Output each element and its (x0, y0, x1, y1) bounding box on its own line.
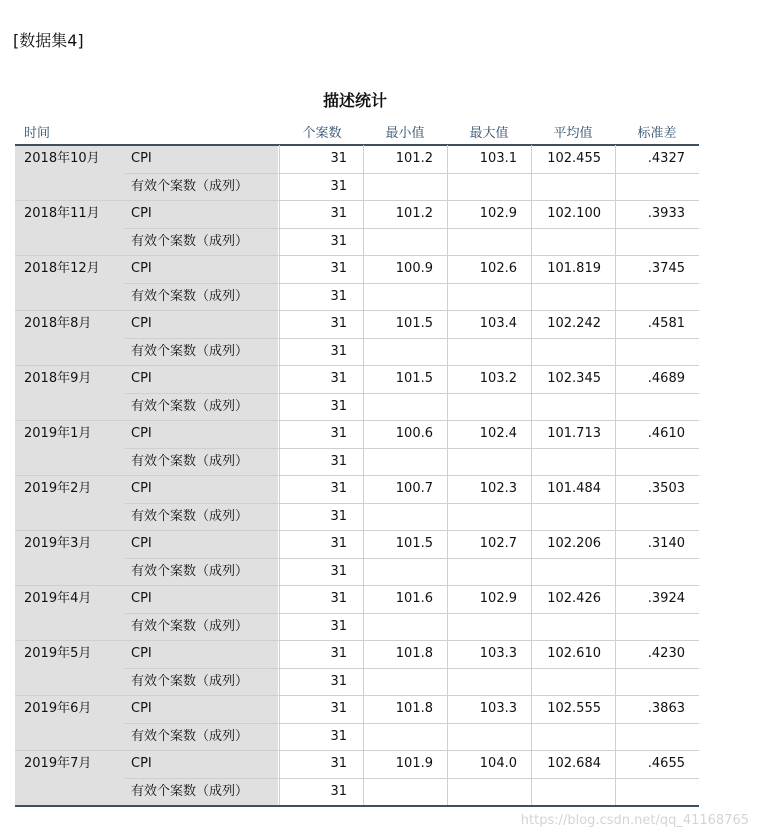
table-row-valid (0, 283, 761, 310)
cell-mean: 102.684 (547, 756, 601, 771)
row-divider (125, 393, 699, 394)
row-divider (125, 668, 699, 669)
header-n: 个案数 (302, 126, 342, 141)
row-variable: CPI (131, 536, 152, 551)
row-divider (125, 448, 699, 449)
row-variable: CPI (131, 151, 152, 166)
cell-mean: 102.242 (547, 316, 601, 331)
cell-mean: 101.484 (547, 481, 601, 496)
cell-valid-n: 31 (330, 178, 347, 194)
row-variable: CPI (131, 701, 152, 716)
table-row-valid (0, 778, 761, 805)
row-valid-label: 有效个案数（成列） (131, 783, 249, 799)
cell-max: 103.4 (479, 316, 517, 331)
cell-valid-n: 31 (330, 288, 347, 304)
cell-min: 101.5 (395, 316, 433, 331)
cell-max: 103.2 (479, 371, 517, 386)
cell-mean: 102.455 (547, 151, 601, 166)
column-divider (363, 145, 364, 805)
cell-max: 104.0 (479, 756, 517, 771)
row-variable: CPI (131, 591, 152, 606)
dataset-label: [数据集4] (13, 31, 84, 50)
cell-min: 101.5 (395, 371, 433, 386)
cell-min: 100.9 (395, 261, 433, 276)
cell-valid-n: 31 (330, 343, 347, 359)
column-divider (447, 145, 448, 805)
cell-mean: 102.555 (547, 701, 601, 716)
column-divider (279, 145, 280, 805)
cell-min: 101.5 (395, 536, 433, 551)
cell-max: 102.7 (479, 536, 517, 551)
row-time: 2019年5月 (24, 646, 92, 661)
row-variable: CPI (131, 261, 152, 276)
cell-min: 101.8 (395, 646, 433, 661)
cell-n: 31 (330, 261, 347, 276)
table-row (0, 640, 761, 667)
table-row (0, 420, 761, 447)
cell-mean: 102.345 (547, 371, 601, 386)
cell-mean: 101.713 (547, 426, 601, 441)
cell-sd: .4655 (647, 756, 685, 771)
header-max: 最大值 (469, 126, 509, 141)
column-divider (615, 145, 616, 805)
row-time: 2019年3月 (24, 536, 92, 551)
table-row-valid (0, 558, 761, 585)
cell-n: 31 (330, 316, 347, 331)
cell-sd: .3503 (647, 481, 685, 496)
cell-max: 102.3 (479, 481, 517, 496)
table-row (0, 695, 761, 722)
header-mean: 平均值 (553, 126, 593, 141)
table-row-valid (0, 338, 761, 365)
row-divider (125, 338, 699, 339)
row-valid-label: 有效个案数（成列） (131, 398, 249, 414)
row-valid-label: 有效个案数（成列） (131, 728, 249, 744)
row-time: 2019年4月 (24, 591, 92, 606)
cell-mean: 102.426 (547, 591, 601, 606)
cell-sd: .4230 (647, 646, 685, 661)
row-variable: CPI (131, 481, 152, 496)
cell-mean: 102.610 (547, 646, 601, 661)
cell-valid-n: 31 (330, 563, 347, 579)
cell-n: 31 (330, 151, 347, 166)
cell-valid-n: 31 (330, 728, 347, 744)
cell-valid-n: 31 (330, 783, 347, 799)
row-divider (125, 723, 699, 724)
table-row (0, 475, 761, 502)
row-time: 2019年2月 (24, 481, 92, 496)
table-bottom-rule (15, 805, 699, 807)
table-row-valid (0, 723, 761, 750)
row-divider (125, 503, 699, 504)
cell-max: 103.3 (479, 701, 517, 716)
row-time: 2018年8月 (24, 316, 92, 331)
cell-mean: 102.206 (547, 536, 601, 551)
cell-min: 100.7 (395, 481, 433, 496)
row-divider (125, 173, 699, 174)
cell-valid-n: 31 (330, 508, 347, 524)
cell-sd: .3933 (647, 206, 685, 221)
cell-sd: .3745 (647, 261, 685, 276)
cell-max: 102.9 (479, 206, 517, 221)
row-valid-label: 有效个案数（成列） (131, 343, 249, 359)
row-variable: CPI (131, 316, 152, 331)
cell-max: 103.3 (479, 646, 517, 661)
row-variable: CPI (131, 756, 152, 771)
row-variable: CPI (131, 426, 152, 441)
cell-sd: .4689 (647, 371, 685, 386)
cell-mean: 102.100 (547, 206, 601, 221)
row-variable: CPI (131, 371, 152, 386)
cell-sd: .3863 (647, 701, 685, 716)
cell-valid-n: 31 (330, 618, 347, 634)
header-sd: 标准差 (637, 126, 677, 141)
cell-valid-n: 31 (330, 453, 347, 469)
cell-min: 101.2 (395, 206, 433, 221)
table-row-valid (0, 173, 761, 200)
cell-n: 31 (330, 646, 347, 661)
row-divider (125, 778, 699, 779)
cell-mean: 101.819 (547, 261, 601, 276)
row-time: 2018年9月 (24, 371, 92, 386)
cell-n: 31 (330, 536, 347, 551)
row-time: 2019年6月 (24, 701, 92, 716)
cell-sd: .4610 (647, 426, 685, 441)
table-row-valid (0, 613, 761, 640)
table-row (0, 365, 761, 392)
cell-valid-n: 31 (330, 673, 347, 689)
cell-max: 102.9 (479, 591, 517, 606)
row-valid-label: 有效个案数（成列） (131, 618, 249, 634)
row-divider (125, 228, 699, 229)
table-row (0, 310, 761, 337)
cell-n: 31 (330, 206, 347, 221)
header-min: 最小值 (385, 126, 425, 141)
row-time: 2019年1月 (24, 426, 92, 441)
cell-n: 31 (330, 591, 347, 606)
cell-max: 103.1 (479, 151, 517, 166)
column-divider (531, 145, 532, 805)
table-row-valid (0, 228, 761, 255)
row-valid-label: 有效个案数（成列） (131, 178, 249, 194)
table-row (0, 200, 761, 227)
cell-min: 101.6 (395, 591, 433, 606)
row-valid-label: 有效个案数（成列） (131, 453, 249, 469)
row-valid-label: 有效个案数（成列） (131, 508, 249, 524)
row-divider (125, 558, 699, 559)
cell-n: 31 (330, 481, 347, 496)
row-valid-label: 有效个案数（成列） (131, 233, 249, 249)
table-row-valid (0, 503, 761, 530)
header-time: 时间 (24, 126, 51, 141)
watermark: https://blog.csdn.net/qq_41168765 (520, 813, 749, 828)
row-divider (125, 613, 699, 614)
cell-sd: .4581 (647, 316, 685, 331)
cell-max: 102.6 (479, 261, 517, 276)
cell-n: 31 (330, 701, 347, 716)
cell-valid-n: 31 (330, 233, 347, 249)
table-title: 描述统计 (322, 91, 387, 110)
cell-sd: .3924 (647, 591, 685, 606)
table-row-valid (0, 448, 761, 475)
cell-max: 102.4 (479, 426, 517, 441)
cell-n: 31 (330, 426, 347, 441)
table-row-valid (0, 393, 761, 420)
cell-n: 31 (330, 756, 347, 771)
row-valid-label: 有效个案数（成列） (131, 563, 249, 579)
table-row (0, 750, 761, 777)
row-time: 2019年7月 (24, 756, 92, 771)
cell-sd: .3140 (647, 536, 685, 551)
cell-min: 101.2 (395, 151, 433, 166)
row-valid-label: 有效个案数（成列） (131, 673, 249, 689)
row-variable: CPI (131, 646, 152, 661)
cell-min: 101.9 (395, 756, 433, 771)
row-time: 2018年10月 (24, 151, 100, 166)
cell-sd: .4327 (647, 151, 685, 166)
table-row (0, 585, 761, 612)
table-row (0, 255, 761, 282)
table-row (0, 145, 761, 172)
row-time: 2018年12月 (24, 261, 100, 276)
cell-min: 100.6 (395, 426, 433, 441)
cell-valid-n: 31 (330, 398, 347, 414)
cell-min: 101.8 (395, 701, 433, 716)
row-divider (125, 283, 699, 284)
row-valid-label: 有效个案数（成列） (131, 288, 249, 304)
table-row (0, 530, 761, 557)
row-variable: CPI (131, 206, 152, 221)
cell-n: 31 (330, 371, 347, 386)
table-row-valid (0, 668, 761, 695)
row-time: 2018年11月 (24, 206, 100, 221)
